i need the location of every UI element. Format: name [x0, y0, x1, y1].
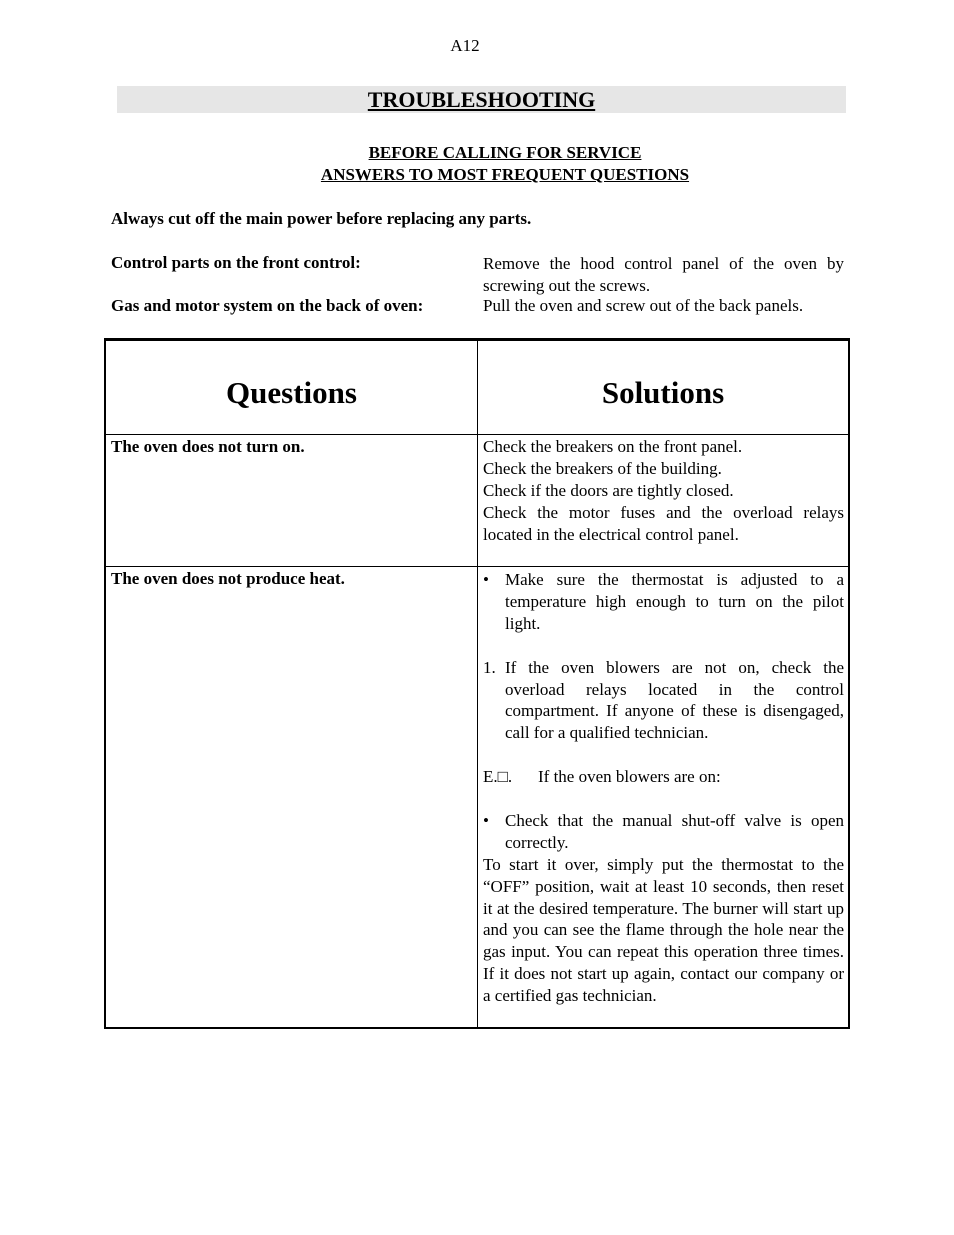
table-right-border: [848, 338, 850, 1029]
table-row-divider: [104, 566, 850, 567]
list-item: [483, 766, 844, 788]
solution-line: Check if the doors are tightly closed.: [483, 480, 734, 500]
solution-line: Check the motor fuses and the overload relays located in the electrical control panel.: [483, 502, 844, 544]
table-bottom-border: [104, 1027, 850, 1029]
bullet-marker: •: [483, 810, 489, 830]
header-solutions: Solutions: [601, 375, 725, 410]
question-no-power: The oven does not turn on.: [111, 437, 305, 456]
access-text-front: Remove the hood control panel of the oven by screwing out the screws.: [483, 254, 844, 295]
solution-no-power: [483, 436, 844, 546]
number-marker: 1.: [483, 657, 496, 677]
header-questions: Questions: [226, 375, 357, 410]
list-item: [483, 657, 844, 745]
warning-text: Always cut off the main power before replacing any parts.: [111, 209, 532, 228]
subtitle-service: BEFORE CALLING FOR SERVICE: [368, 143, 642, 162]
page-title: TROUBLESHOOTING: [367, 87, 596, 112]
list-item-text: Check that the manual shut-off valve is open correctly.: [505, 810, 844, 852]
access-text-back: Pull the oven and screw out of the back panels.: [483, 296, 804, 315]
question-no-heat: The oven does not produce heat.: [111, 569, 345, 588]
table-column-divider: [477, 338, 478, 1029]
page-number: A12: [450, 36, 480, 55]
access-label-front: Control parts on the front control:: [111, 253, 361, 272]
solution-no-heat: [483, 569, 844, 1007]
list-item-text: If the oven blowers are not on, check the overload relays located in the control compartment. If anyone of these is disengaged, call for a qualified technician.: [505, 657, 844, 743]
access-label-back: Gas and motor system on the back of oven:: [111, 296, 424, 315]
letter-marker: E.□.: [483, 767, 513, 787]
restart-paragraph: To start it over, simply put the thermostat to the “OFF” position, wait at least 10 seconds, then reset it at the desired temperature. The burner will start up and you can see the flame through the hole near the gas input. You can repeat this operation three times. If it does not start up again, contact our company or a certified gas technician.: [483, 854, 844, 1006]
solution-line: Check the breakers of the building.: [483, 458, 722, 478]
list-item: [483, 810, 844, 854]
bullet-marker: •: [483, 570, 489, 589]
list-item: [483, 569, 844, 635]
solution-line: Check the breakers on the front panel.: [483, 437, 743, 456]
table-header-divider: [104, 434, 850, 435]
list-item-text: Make sure the thermostat is adjusted to a temperature high enough to turn on the pilot light.: [505, 570, 844, 633]
subtitle-faq: ANSWERS TO MOST FREQUENT QUESTIONS: [320, 165, 690, 184]
table-left-border: [104, 338, 106, 1029]
list-item-text: If the oven blowers are on:: [538, 767, 721, 787]
